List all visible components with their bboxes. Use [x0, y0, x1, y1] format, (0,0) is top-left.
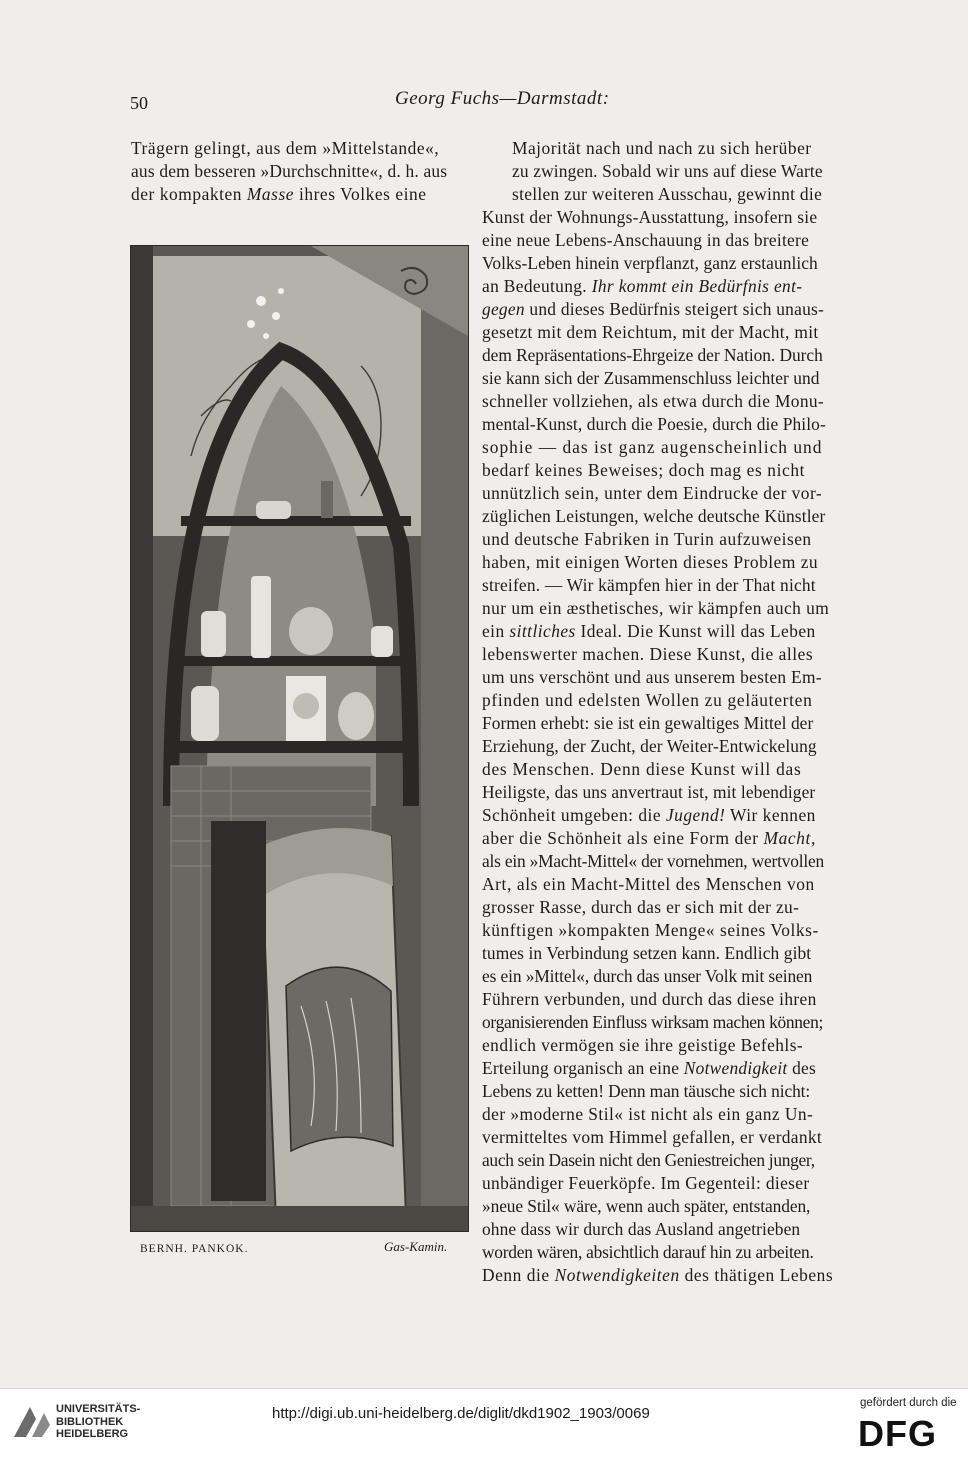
text-line: stellen zur weiteren Ausschau, gewinnt die: [512, 184, 823, 204]
text-line: »neue Stil« wäre, wenn auch später, entstanden,: [482, 1196, 811, 1216]
text-line: an Bedeutung. Ihr kommt ein Bedürfnis ent-: [482, 276, 803, 296]
text-line: lebenswerter machen. Diese Kunst, die alles: [482, 644, 814, 664]
text-line: Erteilung organisch an eine Notwendigkeit des: [482, 1058, 817, 1078]
text-line: um uns verschönt und aus unserem besten Em-: [482, 667, 822, 687]
text-line: ein sittliches Ideal. Die Kunst will das Leben: [482, 621, 816, 641]
text-line: bedarf keines Beweises; doch mag es nicht: [482, 460, 806, 480]
dfg-logo: DFG: [858, 1413, 937, 1454]
text-line: endlich vermögen sie ihre geistige Befehls-: [482, 1035, 804, 1055]
text-line: mental-Kunst, durch die Poesie, durch die Philo-: [482, 414, 826, 434]
text-line: der kompakten Masse ihres Volkes eine: [131, 184, 427, 204]
text-line: streifen. — Wir kämpfen hier in der That nicht: [482, 575, 816, 595]
text-line: und deutsche Fabriken in Turin aufzuweisen: [482, 529, 812, 549]
text-line: grosser Rasse, durch das er sich mit der zu-: [482, 897, 800, 917]
fireplace-photograph: [130, 245, 469, 1232]
text-line: Erziehung, der Zucht, der Weiter-Entwickelung: [482, 736, 817, 756]
text-line: Art, als ein Macht-Mittel des Menschen von: [482, 874, 815, 894]
text-line: Führern verbunden, und durch das diese ihren: [482, 989, 817, 1009]
source-url-link[interactable]: http://digi.ub.uni-heidelberg.de/diglit/dkd1902_1903/0069: [272, 1405, 650, 1422]
text-line: Majorität nach und nach zu sich herüber: [512, 138, 812, 158]
text-line: eine neue Lebens-Anschauung in das breitere: [482, 230, 810, 250]
text-line: gegen und dieses Bedürfnis steigert sich unaus-: [482, 299, 825, 319]
text-line: sophie — das ist ganz augenscheinlich und: [482, 437, 823, 457]
text-line: Heiligste, das uns anvertraut ist, mit lebendiger: [482, 782, 816, 802]
text-line: des Menschen. Denn diese Kunst will das: [482, 759, 802, 779]
funded-by-label: gefördert durch die: [860, 1397, 957, 1409]
text-line: Trägern gelingt, aus dem »Mittelstande«,: [131, 138, 440, 158]
running-title: Georg Fuchs—Darmstadt:: [395, 88, 610, 109]
text-line: worden wären, absichtlich darauf hin zu arbeiten.: [482, 1242, 814, 1262]
text-line: Schönheit umgeben: die Jugend! Wir kennen: [482, 805, 816, 825]
text-line: Formen erhebt: sie ist ein gewaltiges Mittel der: [482, 713, 814, 733]
page-number: 50: [130, 93, 148, 113]
text-line: unbändiger Feuerköpfe. Im Gegenteil: dieser: [482, 1173, 810, 1193]
text-line: als ein »Macht-Mittel« der vornehmen, wertvollen: [482, 851, 824, 871]
text-line: sie kann sich der Zusammenschluss leichter und: [482, 368, 820, 388]
text-line: gesetzt mit dem Reichtum, mit der Macht, mit: [482, 322, 819, 342]
text-line: Lebens zu ketten! Denn man täusche sich nicht:: [482, 1081, 811, 1101]
footer-bar: [0, 1388, 968, 1458]
text-line: züglichen Leistungen, welche deutsche Künstler: [482, 506, 826, 526]
text-line: vermitteltes vom Himmel gefallen, er verdankt: [482, 1127, 822, 1147]
text-line: der »moderne Stil« ist nicht als ein ganz Un-: [482, 1104, 814, 1124]
text-line: pfinden und edelsten Wollen zu geläuterten: [482, 690, 813, 710]
text-line: dem Repräsentations-Ehrgeize der Nation. Durch: [482, 345, 823, 365]
text-line: Denn die Notwendigkeiten des thätigen Lebens: [482, 1265, 834, 1285]
artist-credit: BERNH. PANKOK.: [140, 1243, 249, 1255]
text-line: es ein »Mittel«, durch das unser Volk mit seinen: [482, 966, 813, 986]
text-line: aber die Schönheit als eine Form der Macht,: [482, 828, 816, 848]
university-library-name: UNIVERSITÄTS- BIBLIOTHEK HEIDELBERG: [56, 1403, 141, 1440]
text-line: zu zwingen. Sobald wir uns auf diese Warte: [512, 161, 823, 181]
figure-caption: Gas-Kamin.: [384, 1239, 448, 1254]
text-line: haben, mit einigen Worten dieses Problem zu: [482, 552, 819, 572]
text-line: Kunst der Wohnungs-Ausstattung, insofern sie: [482, 207, 818, 227]
text-line: unnützlich sein, unter dem Eindrucke der vor-: [482, 483, 823, 503]
text-line: organisierenden Einfluss wirksam machen können;: [482, 1012, 824, 1032]
text-line: Volks-Leben hinein verpflanzt, ganz erstaunlich: [482, 253, 818, 273]
text-line: ohne dass wir durch das Ausland angetrieben: [482, 1219, 801, 1239]
text-line: künftigen »kompakten Menge« seines Volks-: [482, 920, 819, 940]
text-line: nur um ein æsthetisches, wir kämpfen auch um: [482, 598, 830, 618]
text-line: schneller vollziehen, als etwa durch die Monu-: [482, 391, 825, 411]
university-library-logo-icon: [10, 1401, 60, 1443]
text-line: auch sein Dasein nicht den Geniestreichen junger,: [482, 1150, 815, 1170]
text-line: aus dem besseren »Durchschnitte«, d. h. aus: [131, 161, 448, 181]
text-line: tumes in Verbindung setzen kann. Endlich gibt: [482, 943, 812, 963]
